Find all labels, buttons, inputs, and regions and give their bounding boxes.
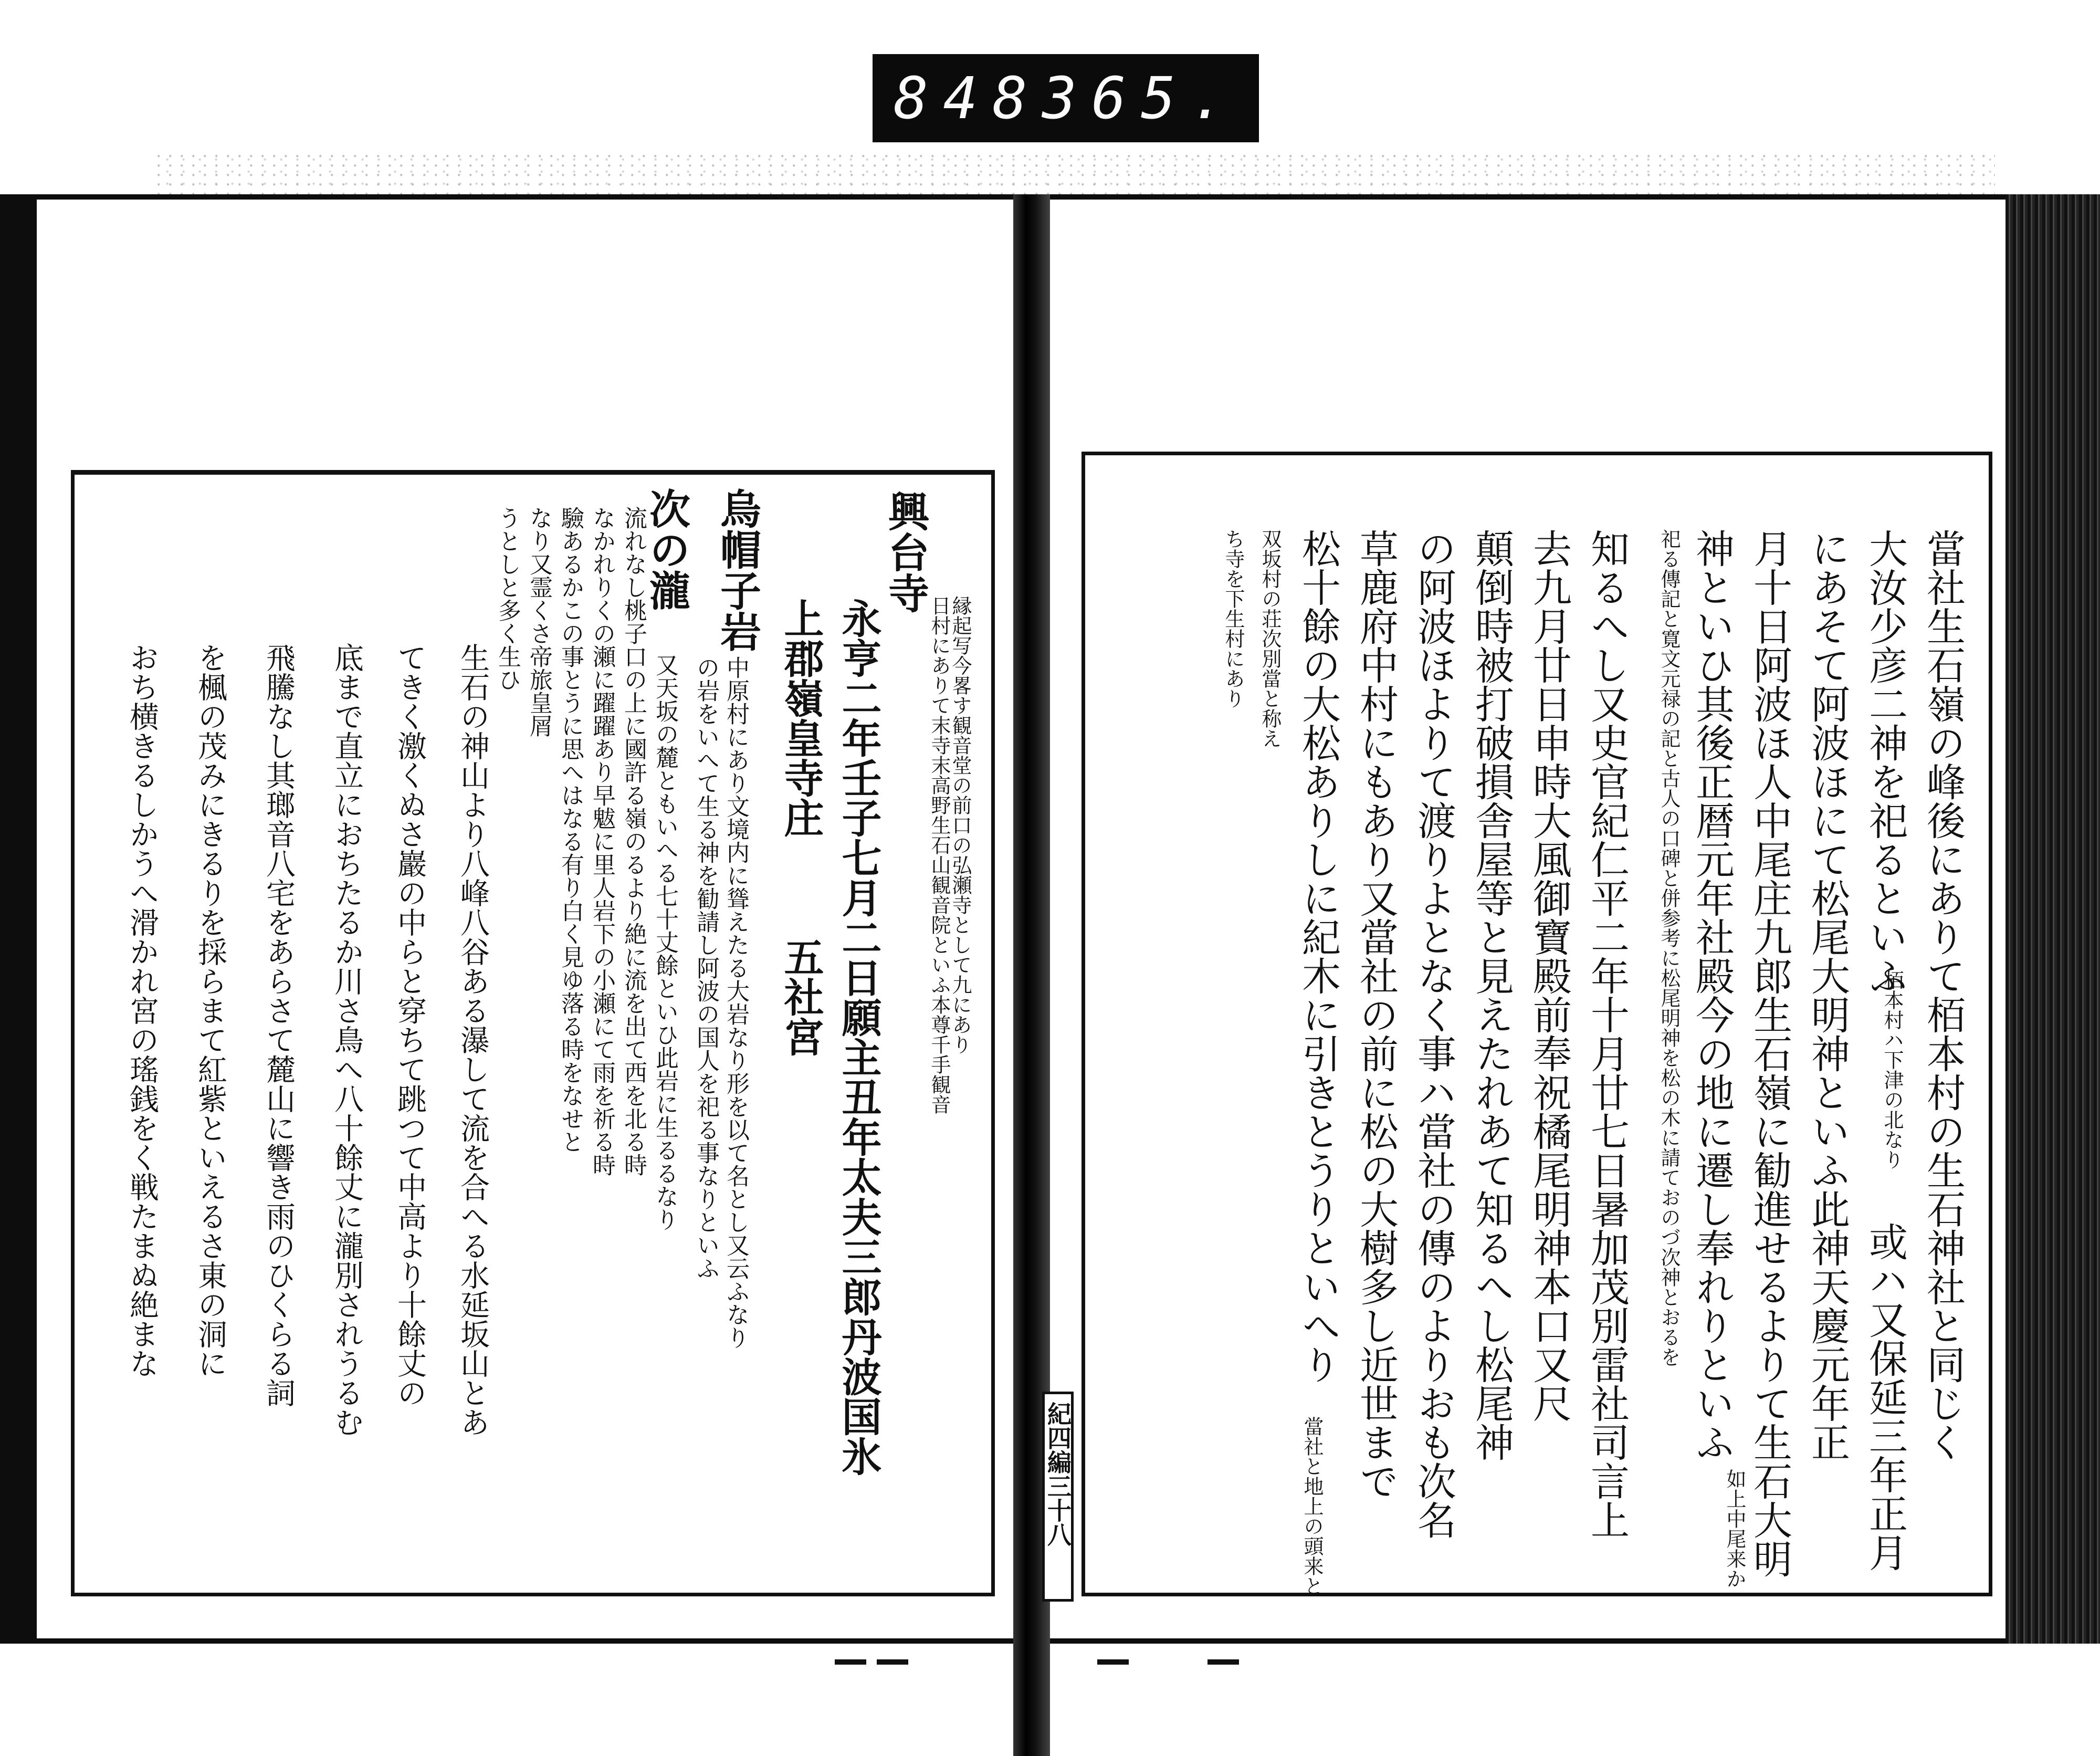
scan-noise (158, 152, 1995, 200)
temple-note-2: 縁起写今畧す観音堂の前口の弘瀬寺として九にあり (949, 595, 972, 1054)
right-note: 栢本村ハ下津の北なり (1881, 970, 1904, 1169)
catalog-number-left: 848 (894, 65, 1042, 132)
section-a-body: 中原村にあり文境内に聳えたる大岩なり形を以て名とし又云ふなり (722, 656, 749, 1349)
section-b-body: 又天坂の麓ともいへる七十丈餘といひ此岩に生るるなり (652, 653, 678, 1231)
date-line: 永亨二年壬子七月二日願主丑年太夫三郎丹波国氷 (835, 598, 882, 1476)
binding-mark (877, 1659, 908, 1665)
temple-note-1: 日村にありて末寺末高野生石山観音院といふ本尊千手観音 (928, 595, 951, 1114)
right-note: 當社と地上の頭来と (1300, 1416, 1324, 1596)
right-note: 如上中尾来か (1723, 1469, 1746, 1588)
section-b-title: 次の瀧 (643, 488, 690, 611)
right-text-line: 知るへし又史官紀仁平二年十月廿七日暑加茂別雷社司言上 (1584, 529, 1630, 1539)
right-text-line: にあそて阿波ほにて松尾大明神といふ此神天慶元年正 (1805, 529, 1850, 1461)
right-note: 祀る傳記と寛文元禄の記と古人の口碑と併参考に松尾明神を松の木に請ておのづ次神とおるを (1657, 529, 1681, 1367)
left-text-line: 生石の神山より八峰八谷ある瀑して流を合へる水延坂山とあ (456, 643, 490, 1437)
right-text-line: 月十日阿波ほ人中尾庄九郎生石嶺に勧進せるよりて生石大明 (1747, 529, 1792, 1578)
binding-mark (1208, 1659, 1239, 1665)
section-b-body-5: なり又霊くさ帝旅皇屑 (526, 506, 552, 737)
left-text-line: おち横きるしかうへ滑かれ宮の瑤銭をく戦たまぬ絶まな (125, 643, 159, 1378)
right-text-line: 松十餘の大松ありしに紀木に引きとうりといへり (1296, 529, 1341, 1384)
right-text-line: 顛倒時被打破損舎屋等と見えたれあて知るへし松尾神 (1469, 529, 1514, 1461)
catalog-number-right: 365. (1042, 65, 1240, 132)
right-text-line: 去九月廿日申時大風御寶殿前奉祝橘尾明神本口又尺 (1527, 529, 1572, 1423)
left-text-line: を楓の茂みにきるりを採らまて紅紫といえるさ東の洞に (193, 643, 227, 1378)
left-text-line: てきく激くぬさ巖の中らと穿ちて跳つて中高より十餘丈の (393, 643, 427, 1407)
right-text-line: 草鹿府中村にもあり又當社の前に松の大樹多し近世まで (1353, 529, 1399, 1500)
right-text-line: 當社生石嶺の峰後にありて栢本村の生石神社と同じく (1920, 529, 1966, 1461)
section-a-body-2: の岩をいへて生る神を勧請し阿波の国人を祀る事なりといふ (692, 656, 719, 1280)
binding-mark (835, 1659, 866, 1665)
section-b-body-6: うとしと多く生ひ (494, 506, 521, 691)
right-text-line: 或ハ又保延三年正月 (1863, 1222, 1908, 1572)
right-note: ち寺を下生村にあり (1222, 529, 1245, 708)
location-line: 上郡嶺皇寺庄 (778, 598, 824, 838)
section-a-title: 烏帽子岩 (713, 488, 761, 652)
right-text-line: 大汝少彦二神を祀るといふ (1863, 529, 1908, 995)
volume-page-text: 紀四編三十八 (1044, 1402, 1072, 1546)
right-text-line: 神といひ其後正暦元年社殿今の地に遷し奉れりといふ (1689, 529, 1735, 1461)
left-text-line: 底まで直立におちたるか川さ鳥へ八十餘丈に瀧別されうるむ (330, 643, 364, 1437)
location-line-right: 五社宮 (778, 937, 824, 1057)
section-b-body-4: 驗あるかこの事とうに思へはなる有り白く見ゆ落る時をなせと (557, 506, 584, 1153)
left-text-line: 飛騰なし其瑯音八宅をあらさて麓山に響き雨のひくらる詞 (261, 643, 296, 1407)
catalog-number-label (873, 54, 1259, 142)
right-note: 双坂村の荘次別當と称え (1258, 529, 1282, 748)
left-text-frame (71, 470, 995, 1596)
binding-mark (1097, 1659, 1129, 1665)
page-edges (2006, 194, 2100, 1644)
section-b-body-3: なかれりくの瀬に躍躍あり早魃に里人岩下の小瀬にて雨を祈る時 (589, 506, 615, 1176)
section-b-body-2: 流れなし桃子口の上に國許る嶺のるより絶に流を出て西を北る時 (620, 506, 647, 1176)
temple-title: 興台寺 (881, 490, 929, 613)
right-text-frame (1082, 452, 1992, 1596)
right-text-line: の阿波ほよりて渡りよとなく事ハ當社の傳のよりおも次名 (1411, 529, 1456, 1539)
volume-page-label (1042, 1392, 1074, 1602)
